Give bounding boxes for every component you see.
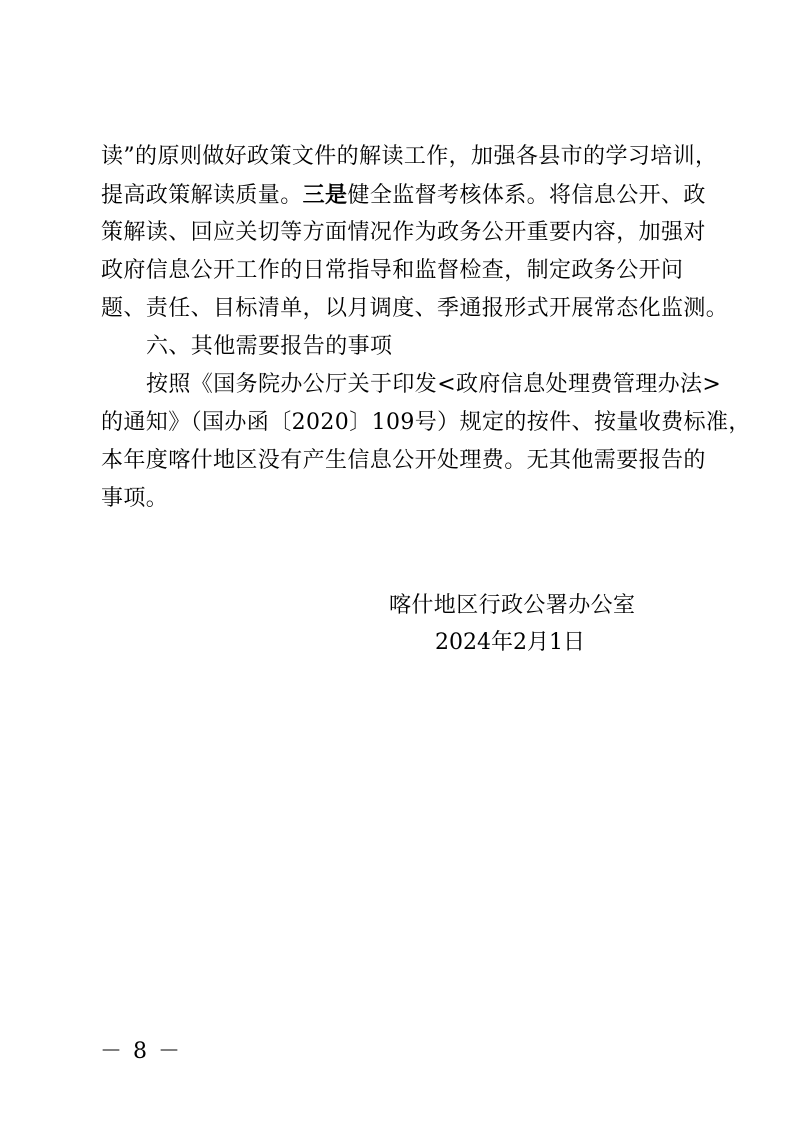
paragraph-line: 政府信息公开工作的日常指导和监督检查，制定政务公开问: [101, 258, 684, 283]
text-segment: 健全监督考核体系。将信息公开、政: [347, 183, 706, 208]
paragraph-line: 本年度喀什地区没有产生信息公开处理费。无其他需要报告的: [101, 448, 706, 473]
text-segment: 提高政策解读质量。: [101, 183, 303, 208]
paragraph-line: [101, 176, 706, 214]
paragraph-line: 题、责任、目标清单，以月调度、季通报形式开展常态化监测。: [101, 296, 729, 321]
paragraph-line: 按照《国务院办公厅关于印发<政府信息处理费管理办法>: [146, 372, 722, 397]
paragraph-line: 事项。: [101, 486, 169, 511]
emphasis-text: 三是: [302, 182, 348, 208]
page-number: － 8 －: [100, 1039, 182, 1064]
signature-organization: 喀什地区行政公署办公室: [389, 593, 636, 618]
signature-date: 2024年2月1日: [435, 630, 585, 655]
section-heading: 六、其他需要报告的事项: [146, 334, 393, 359]
paragraph-line: 策解读、回应关切等方面情况作为政务公开重要内容，加强对: [101, 220, 706, 245]
paragraph-line: 读”的原则做好政策文件的解读工作，加强各县市的学习培训，: [101, 144, 718, 169]
paragraph-line: 的通知》（国办函〔2020〕109号）规定的按件、按量收费标准，: [101, 410, 751, 435]
